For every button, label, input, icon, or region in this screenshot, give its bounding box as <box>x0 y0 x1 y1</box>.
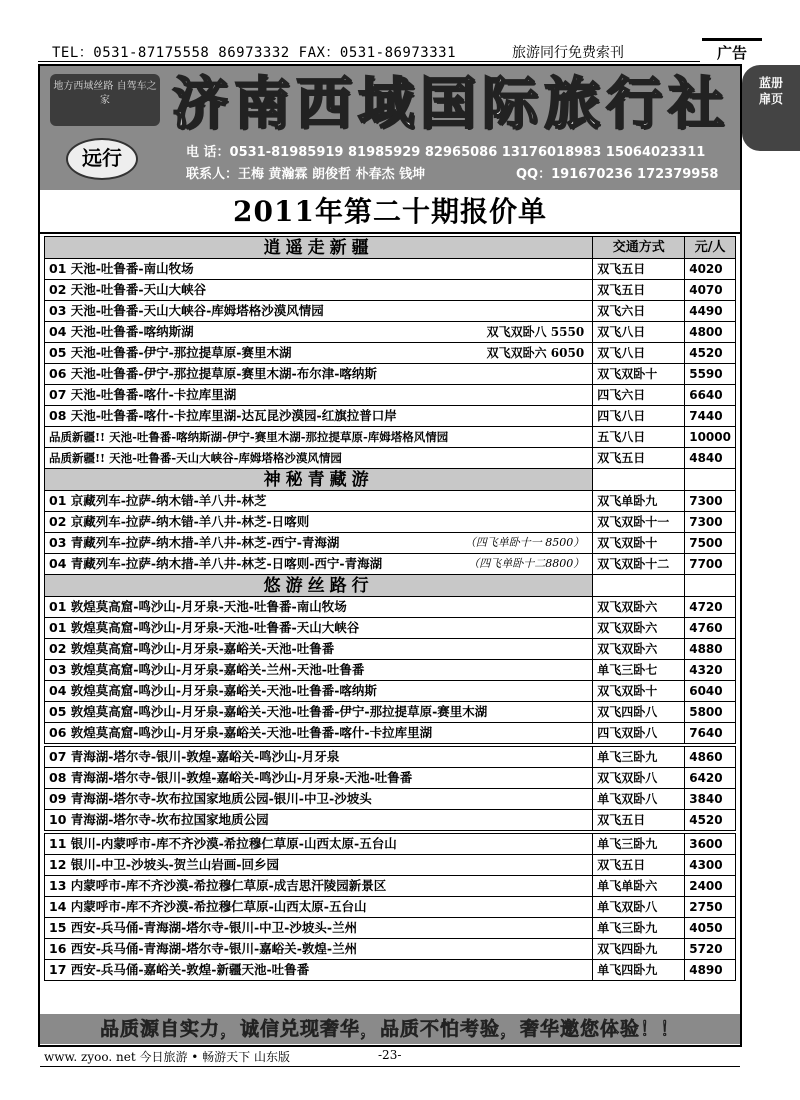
route-text: 03 天池-吐鲁番-天山大峡谷-库姆塔格沙漠风情园 <box>49 303 324 318</box>
top-rule <box>38 61 700 62</box>
price-cell: 2750 <box>685 897 736 918</box>
table-row <box>45 618 736 639</box>
price-cell: 7300 <box>685 491 736 512</box>
route-text: 12 银川-中卫-沙坡头-贺兰山岩画-回乡园 <box>49 857 279 872</box>
price-cell: 4880 <box>685 639 736 660</box>
table-row <box>45 533 736 554</box>
transport-mode: 双飞五日 <box>593 280 685 301</box>
transport-mode: 双飞双卧十 <box>593 533 685 554</box>
route-text: 02 京藏列车-拉萨-纳木错-羊八井-林芝-日喀则 <box>49 514 310 529</box>
price-cell: 5720 <box>685 939 736 960</box>
mode-header <box>593 469 685 491</box>
transport-mode: 双飞双卧六 <box>593 639 685 660</box>
table-row <box>45 810 736 831</box>
price-cell: 6420 <box>685 768 736 789</box>
price-cell: 7440 <box>685 406 736 427</box>
route-note: 双飞双卧八 5550 <box>486 325 585 339</box>
table-row <box>45 939 736 960</box>
route-cell <box>45 855 593 876</box>
price-cell: 4020 <box>685 259 736 280</box>
transport-mode: 双飞双卧十一 <box>593 512 685 533</box>
price-cell: 4320 <box>685 660 736 681</box>
price-header <box>685 575 736 597</box>
section-header <box>45 469 736 491</box>
table-row <box>45 322 736 343</box>
route-cell <box>45 639 593 660</box>
mode-header: 交通方式 <box>593 237 685 259</box>
route-text: 02 天池-吐鲁番-天山大峡谷 <box>49 282 207 297</box>
price-cell: 4070 <box>685 280 736 301</box>
price-cell: 5590 <box>685 364 736 385</box>
route-text: 01 敦煌莫高窟-鸣沙山-月牙泉-天池-吐鲁番-南山牧场 <box>49 599 347 614</box>
page-title: 2011年第二十期报价单 <box>233 195 547 228</box>
route-cell <box>45 681 593 702</box>
transport-mode: 四飞八日 <box>593 406 685 427</box>
route-cell <box>45 491 593 512</box>
ad-label: 广告 <box>702 38 762 65</box>
route-text: 13 内蒙呼市-库不齐沙漠-希拉穆仁草原-成吉思汗陵园新景区 <box>49 878 387 893</box>
section-header <box>45 575 736 597</box>
price-cell: 7300 <box>685 512 736 533</box>
section-title: 悠游丝路行 <box>45 575 593 597</box>
route-text: 02 敦煌莫高窟-鸣沙山-月牙泉-嘉峪关-天池-吐鲁番 <box>49 641 335 656</box>
price-header <box>685 469 736 491</box>
contact-persons: 联系人：王梅 黄瀚霖 朗俊哲 朴春杰 钱坤 <box>186 167 426 182</box>
table-row <box>45 702 736 723</box>
transport-mode: 单飞双卧八 <box>593 897 685 918</box>
route-cell <box>45 660 593 681</box>
route-text: 06 天池-吐鲁番-伊宁-那拉提草原-赛里木湖-布尔津-喀纳斯 <box>49 366 377 381</box>
title-rule <box>40 232 740 234</box>
price-cell: 2400 <box>685 876 736 897</box>
route-text: 07 天池-吐鲁番-喀什-卡拉库里湖 <box>49 387 237 402</box>
table-row <box>45 597 736 618</box>
route-cell <box>45 897 593 918</box>
route-text: 04 青藏列车-拉萨-纳木措-羊八井-林芝-日喀则-西宁-青海湖 <box>49 556 383 571</box>
route-cell <box>45 533 593 554</box>
table-row <box>45 406 736 427</box>
route-text: 16 西安-兵马俑-青海湖-塔尔寺-银川-嘉峪关-敦煌-兰州 <box>49 941 358 956</box>
price-cell: 4520 <box>685 343 736 364</box>
travel-logo: 远行 <box>66 138 138 180</box>
transport-mode: 双飞四卧九 <box>593 939 685 960</box>
route-cell <box>45 918 593 939</box>
price-cell: 4520 <box>685 810 736 831</box>
price-cell: 4050 <box>685 918 736 939</box>
contact-row <box>186 164 726 186</box>
price-cell: 4490 <box>685 301 736 322</box>
table-row <box>45 789 736 810</box>
price-cell: 7700 <box>685 554 736 575</box>
price-cell: 4800 <box>685 322 736 343</box>
transport-mode: 双飞双卧十 <box>593 681 685 702</box>
route-cell <box>45 702 593 723</box>
route-text: 14 内蒙呼市-库不齐沙漠-希拉穆仁草原-山西太原-五台山 <box>49 899 367 914</box>
agency-header <box>40 66 740 190</box>
route-text: 07 青海湖-塔尔寺-银川-敦煌-嘉峪关-鸣沙山-月牙泉 <box>49 749 340 764</box>
table-row <box>45 280 736 301</box>
route-cell <box>45 618 593 639</box>
price-cell: 3840 <box>685 789 736 810</box>
agency-name: 济南西域国际旅行社 <box>172 71 730 137</box>
route-cell <box>45 939 593 960</box>
side-tab-line1: 蓝册 <box>758 76 783 90</box>
transport-mode: 双飞五日 <box>593 855 685 876</box>
transport-mode: 单飞四卧九 <box>593 960 685 981</box>
route-text: 01 京藏列车-拉萨-纳木错-羊八井-林芝 <box>49 493 267 508</box>
route-cell <box>45 427 593 448</box>
mode-header <box>593 575 685 597</box>
section-title: 神秘青藏游 <box>45 469 593 491</box>
route-text: 09 青海湖-塔尔寺-坎布拉国家地质公园-银川-中卫-沙坡头 <box>49 791 372 806</box>
route-cell <box>45 343 593 364</box>
contact-block <box>186 142 726 186</box>
route-text: 17 西安-兵马俑-嘉峪关-敦煌-新疆天池-吐鲁番 <box>49 962 310 977</box>
transport-mode: 双飞双卧六 <box>593 618 685 639</box>
route-cell <box>45 789 593 810</box>
price-cell: 7640 <box>685 723 736 744</box>
transport-mode: 单飞三卧九 <box>593 747 685 768</box>
transport-mode: 双飞双卧十 <box>593 364 685 385</box>
price-cell: 3600 <box>685 834 736 855</box>
route-text: 05 天池-吐鲁番-伊宁-那拉提草原-赛里木湖 <box>49 345 292 360</box>
table-row <box>45 512 736 533</box>
route-text: 01 敦煌莫高窟-鸣沙山-月牙泉-天池-吐鲁番-天山大峡谷 <box>49 620 360 635</box>
table-row <box>45 385 736 406</box>
route-text: 品质新疆!! 天池-吐鲁番-天山大峡谷-库姆塔格沙漠风情园 <box>49 451 342 465</box>
table-row <box>45 834 736 855</box>
route-note: 双飞双卧六 6050 <box>486 346 585 360</box>
route-cell <box>45 960 593 981</box>
table-row <box>45 259 736 280</box>
route-text: 04 敦煌莫高窟-鸣沙山-月牙泉-嘉峪关-天池-吐鲁番-喀纳斯 <box>49 683 377 698</box>
transport-mode: 单飞三卧九 <box>593 918 685 939</box>
transport-mode: 双飞四卧八 <box>593 702 685 723</box>
route-note: （四飞单卧十二8800） <box>468 557 585 570</box>
table-row <box>45 491 736 512</box>
route-text: 08 天池-吐鲁番-喀什-卡拉库里湖-达瓦昆沙漠园-红旗拉普口岸 <box>49 408 397 423</box>
transport-mode: 双飞五日 <box>593 259 685 280</box>
section-title: 逍遥走新疆 <box>45 237 593 259</box>
transport-mode: 四飞六日 <box>593 385 685 406</box>
silk-road-logo: 地方西域丝路 自驾车之家 <box>50 74 160 126</box>
route-text: 10 青海湖-塔尔寺-坎布拉国家地质公园 <box>49 812 269 827</box>
transport-mode: 单飞单卧六 <box>593 876 685 897</box>
page-footer <box>40 1048 740 1067</box>
route-cell <box>45 810 593 831</box>
price-cell: 10000 <box>685 427 736 448</box>
transport-mode: 双飞六日 <box>593 301 685 322</box>
price-cell: 6040 <box>685 681 736 702</box>
route-cell <box>45 322 593 343</box>
route-text: 08 青海湖-塔尔寺-银川-敦煌-嘉峪关-鸣沙山-月牙泉-天池-吐鲁番 <box>49 770 413 785</box>
free-index-label: 旅游同行免费索刊 <box>512 45 624 61</box>
route-text: 03 敦煌莫高窟-鸣沙山-月牙泉-嘉峪关-兰州-天池-吐鲁番 <box>49 662 365 677</box>
footer-url: www. zyoo. net 今日旅游 • 畅游天下 山东版 <box>44 1050 290 1064</box>
table-row <box>45 768 736 789</box>
route-cell <box>45 301 593 322</box>
table-row <box>45 639 736 660</box>
price-cell: 4760 <box>685 618 736 639</box>
section-header <box>45 237 736 259</box>
route-text: 11 银川-内蒙呼市-库不齐沙漠-希拉穆仁草原-山西太原-五台山 <box>49 836 397 851</box>
route-text: 品质新疆!! 天池-吐鲁番-喀纳斯湖-伊宁-赛里木湖-那拉提草原-库姆塔格风情园 <box>49 430 449 444</box>
route-text: 05 敦煌莫高窟-鸣沙山-月牙泉-嘉峪关-天池-吐鲁番-伊宁-那拉提草原-赛里木湖 <box>49 704 488 719</box>
slogan-banner: 品质源自实力，诚信兑现奢华，品质不怕考验，奢华邀您体验！！ <box>40 1014 740 1044</box>
transport-mode: 单飞三卧九 <box>593 834 685 855</box>
side-tab-line2: 扉页 <box>758 92 783 106</box>
table-row <box>45 448 736 469</box>
transport-mode: 双飞双卧六 <box>593 597 685 618</box>
route-cell <box>45 723 593 744</box>
price-cell: 4300 <box>685 855 736 876</box>
transport-mode: 双飞单卧九 <box>593 491 685 512</box>
table-row <box>45 554 736 575</box>
phone-line: 电 话：0531-81985919 81985929 82965086 13176018983 15064023311 <box>186 145 706 160</box>
route-cell <box>45 834 593 855</box>
route-text: 04 天池-吐鲁番-喀纳斯湖 <box>49 324 194 339</box>
price-header: 元/人 <box>685 237 736 259</box>
table-row <box>45 897 736 918</box>
qq-numbers: QQ：191670236 172379958 <box>516 167 719 182</box>
route-cell <box>45 448 593 469</box>
route-text: 01 天池-吐鲁番-南山牧场 <box>49 261 194 276</box>
route-text: 06 敦煌莫高窟-鸣沙山-月牙泉-嘉峪关-天池-吐鲁番-喀什-卡拉库里湖 <box>49 725 433 740</box>
page-number: -23- <box>378 1048 402 1062</box>
table-row <box>45 681 736 702</box>
transport-mode: 双飞五日 <box>593 810 685 831</box>
transport-mode: 单飞双卧八 <box>593 789 685 810</box>
table-row <box>45 660 736 681</box>
route-note: （四飞单卧十一 8500） <box>464 536 585 549</box>
route-cell <box>45 747 593 768</box>
route-text: 15 西安-兵马俑-青海湖-塔尔寺-银川-中卫-沙坡头-兰州 <box>49 920 358 935</box>
table-row <box>45 364 736 385</box>
table-row <box>45 723 736 744</box>
top-bar <box>38 38 762 62</box>
route-cell <box>45 597 593 618</box>
table-row <box>45 427 736 448</box>
transport-mode: 双飞五日 <box>593 448 685 469</box>
price-table <box>44 236 736 981</box>
route-cell <box>45 385 593 406</box>
table-row <box>45 960 736 981</box>
transport-mode: 双飞双卧八 <box>593 768 685 789</box>
transport-mode: 五飞八日 <box>593 427 685 448</box>
transport-mode: 单飞三卧七 <box>593 660 685 681</box>
price-cell: 6640 <box>685 385 736 406</box>
transport-mode: 双飞八日 <box>593 322 685 343</box>
price-cell: 5800 <box>685 702 736 723</box>
table-row <box>45 747 736 768</box>
table-row <box>45 343 736 364</box>
table-row <box>45 855 736 876</box>
table-row <box>45 301 736 322</box>
route-text: 03 青藏列车-拉萨-纳木措-羊八井-林芝-西宁-青海湖 <box>49 535 340 550</box>
price-cell: 4720 <box>685 597 736 618</box>
price-table-body <box>45 237 736 981</box>
price-cell: 4890 <box>685 960 736 981</box>
route-cell <box>45 768 593 789</box>
price-cell: 4840 <box>685 448 736 469</box>
side-tab[interactable] <box>742 65 800 151</box>
route-cell <box>45 554 593 575</box>
table-row <box>45 918 736 939</box>
price-cell: 7500 <box>685 533 736 554</box>
tel-fax-line: TEL：0531-87175558 86973332 FAX：0531-86973331 <box>52 45 457 61</box>
route-cell <box>45 259 593 280</box>
transport-mode: 双飞八日 <box>593 343 685 364</box>
route-cell <box>45 406 593 427</box>
route-cell <box>45 364 593 385</box>
table-row <box>45 876 736 897</box>
transport-mode: 四飞双卧八 <box>593 723 685 744</box>
route-cell <box>45 876 593 897</box>
route-cell <box>45 280 593 301</box>
transport-mode: 双飞双卧十二 <box>593 554 685 575</box>
price-cell: 4860 <box>685 747 736 768</box>
route-cell <box>45 512 593 533</box>
